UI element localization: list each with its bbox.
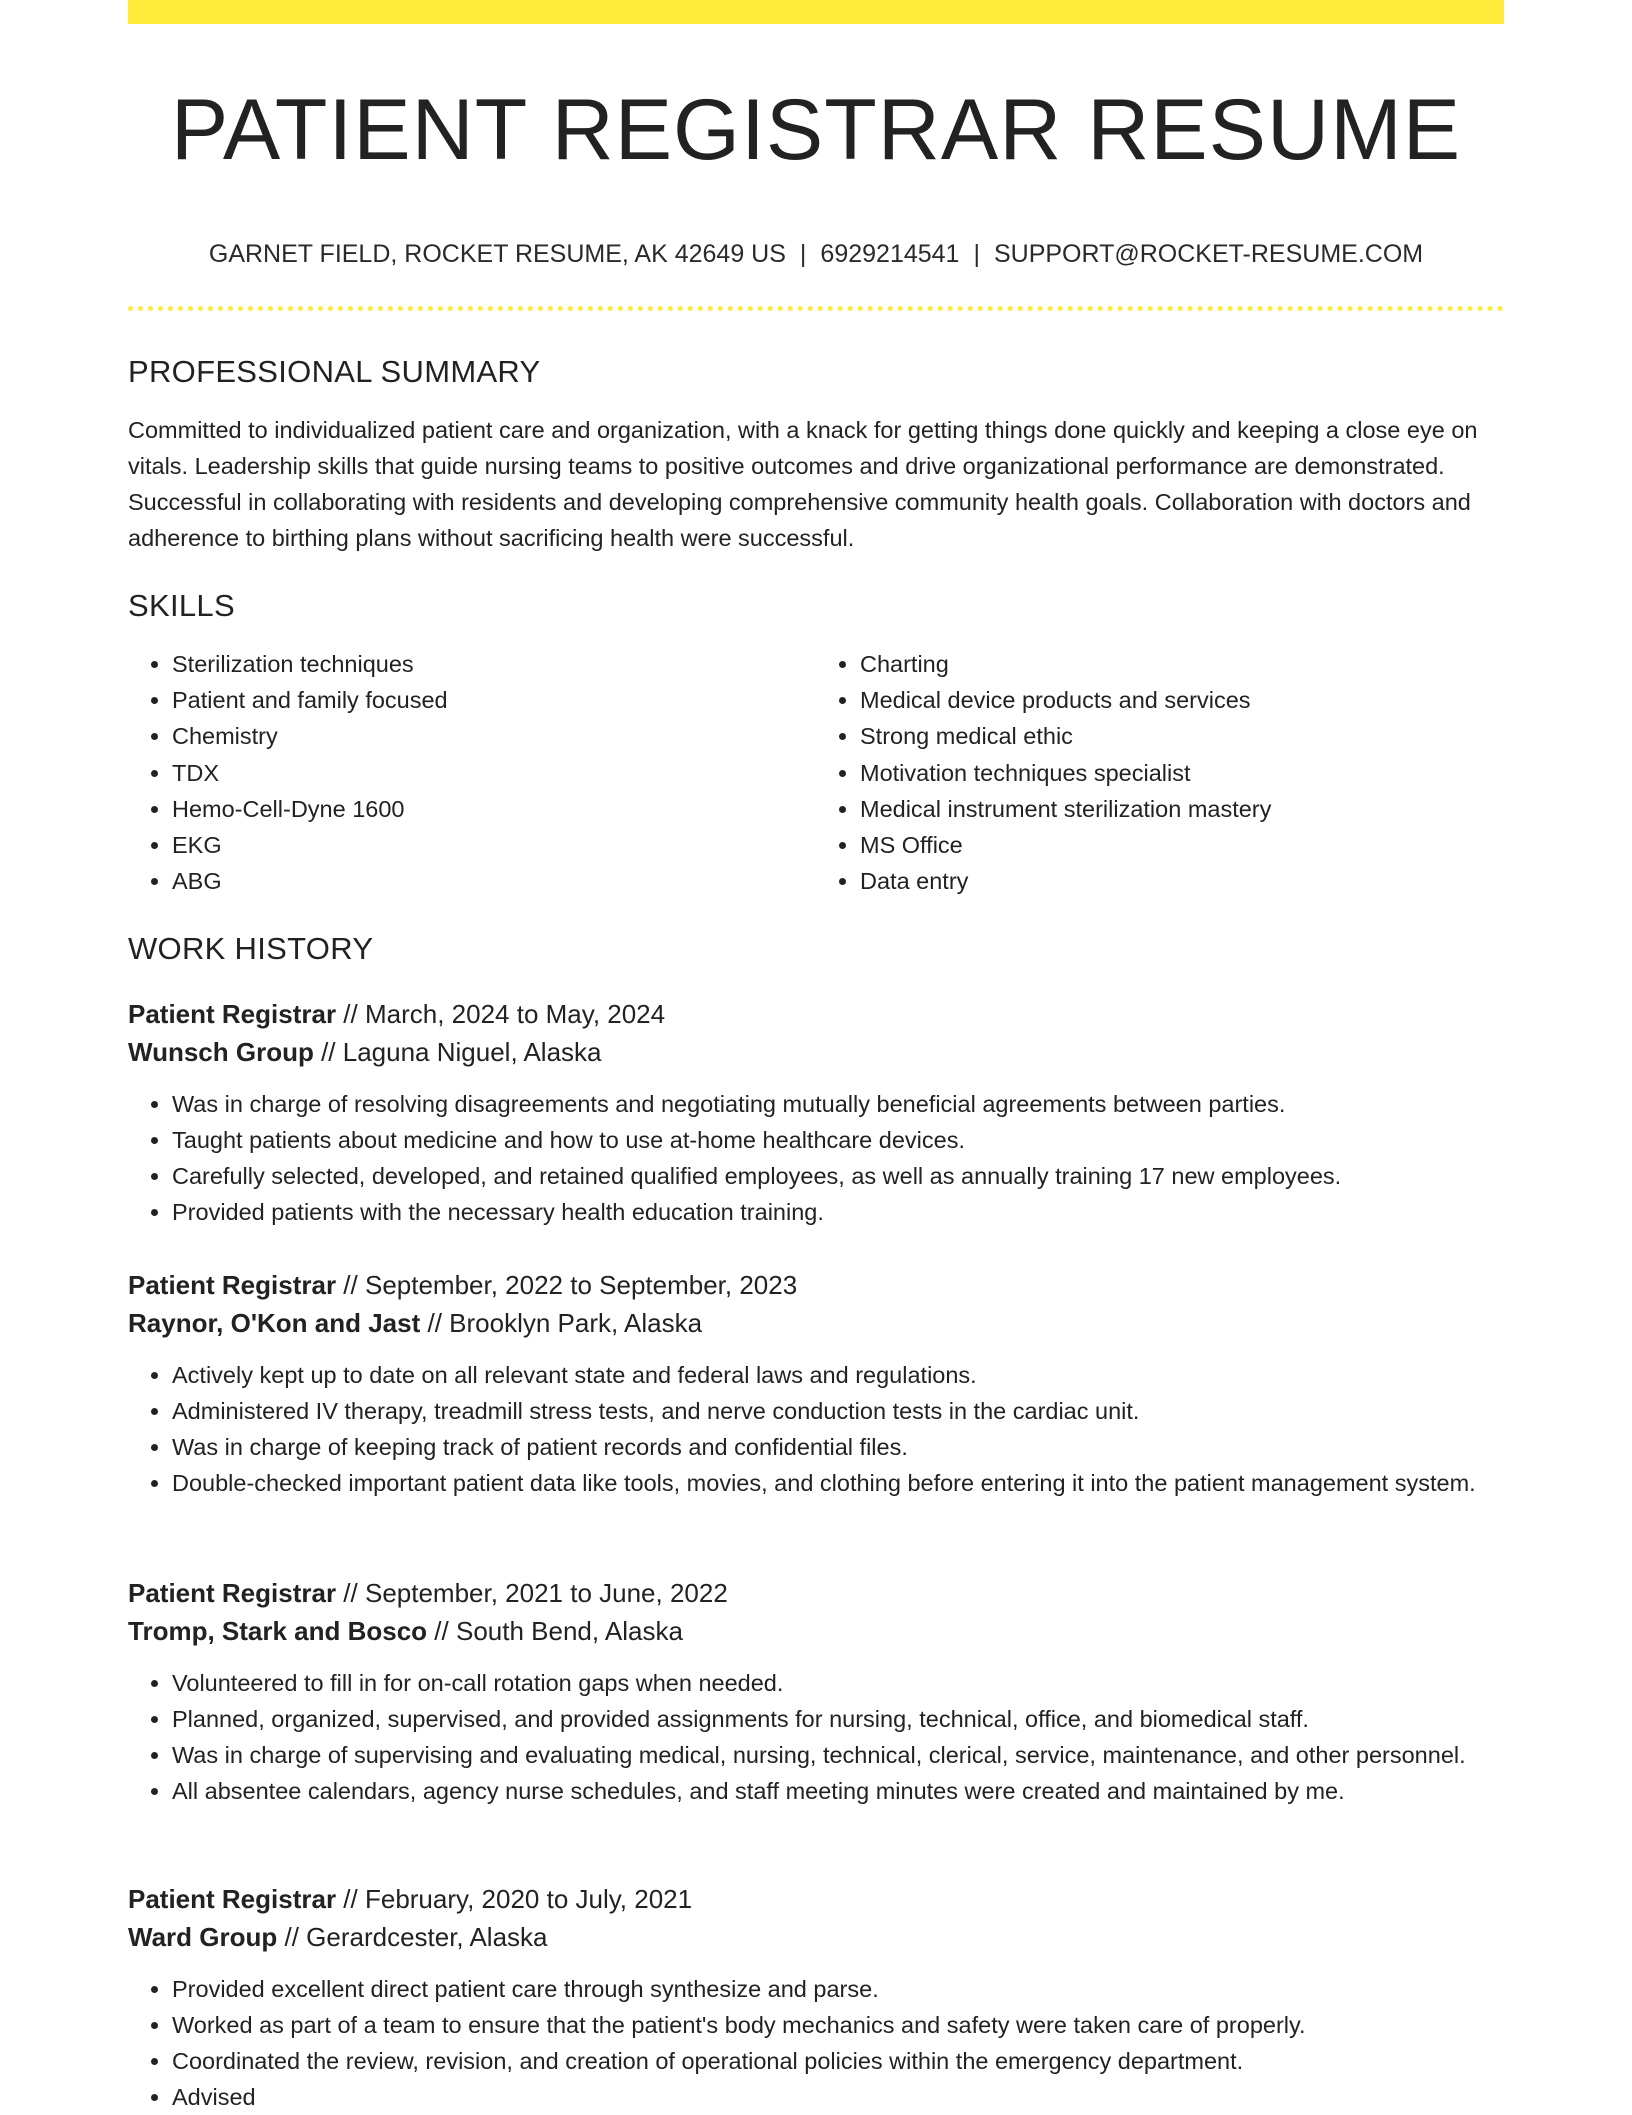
- job-duty: • Was in charge of supervising and evaluating medical, nursing, technical, clerical, service, maintenance, and other personnel.: [172, 1737, 1504, 1773]
- job-dates: // March, 2024 to May, 2024: [336, 999, 666, 1029]
- section-heading: SKILLS: [128, 588, 235, 623]
- contact-line: [128, 236, 1504, 272]
- job-title: Patient Registrar: [128, 1270, 337, 1300]
- contact-phone: 6929214541: [820, 240, 960, 268]
- job-duties-list: [128, 1971, 1504, 2115]
- resume-title: PATIENT REGISTRAR RESUME: [170, 82, 1462, 178]
- job-duty: • Administered IV therapy, treadmill stress tests, and nerve conduction tests in the cardiac unit.: [172, 1393, 1504, 1429]
- job-duty: • Taught patients about medicine and how to use at-home healthcare devices.: [172, 1122, 1504, 1158]
- professional-summary-section: [128, 352, 1504, 556]
- job-duty: • Advised: [172, 2079, 1504, 2115]
- job-duty: • Coordinated the review, revision, and creation of operational policies within the emergency department.: [172, 2043, 1504, 2079]
- skill-item: • EKG: [172, 827, 816, 863]
- job-dates: // September, 2022 to September, 2023: [336, 1270, 798, 1300]
- job-company-line: [128, 1304, 1504, 1342]
- job-title: Patient Registrar: [128, 999, 337, 1029]
- top-accent-bar: [128, 0, 1504, 24]
- job-duty: • Actively kept up to date on all relevant state and federal laws and regulations.: [172, 1357, 1504, 1393]
- job-title-line: [128, 1880, 1504, 1918]
- job-entry: [128, 1880, 1504, 2115]
- dotted-divider: [128, 306, 1504, 311]
- job-duties-list: [128, 1357, 1504, 1501]
- skill-item: • Sterilization techniques: [172, 646, 816, 682]
- job-company: Wunsch Group: [128, 1037, 314, 1067]
- skills-section: [128, 586, 1504, 899]
- contact-separator: |: [799, 240, 807, 268]
- job-duty: • Volunteered to fill in for on-call rotation gaps when needed.: [172, 1665, 1504, 1701]
- work-history-section: [128, 929, 1504, 969]
- skill-item: • Data entry: [860, 863, 1504, 899]
- contact-address: GARNET FIELD, ROCKET RESUME, AK 42649 US: [208, 240, 786, 268]
- skill-item: • Hemo-Cell-Dyne 1600: [172, 791, 816, 827]
- job-company-line: [128, 1033, 1504, 1071]
- job-duty: • Was in charge of resolving disagreements and negotiating mutually beneficial agreements between parties.: [172, 1086, 1504, 1122]
- job-location: // South Bend, Alaska: [427, 1616, 683, 1646]
- skills-list-right: [816, 646, 1504, 899]
- job-dates: // September, 2021 to June, 2022: [336, 1578, 728, 1608]
- job-duty: • Was in charge of keeping track of patient records and confidential files.: [172, 1429, 1504, 1465]
- skills-list-left: [128, 646, 816, 899]
- job-company: Raynor, O'Kon and Jast: [128, 1308, 421, 1338]
- job-title-line: [128, 995, 1504, 1033]
- skill-item: • Medical instrument sterilization mastery: [860, 791, 1504, 827]
- job-duty: • Planned, organized, supervised, and provided assignments for nursing, technical, office, and biomedical staff.: [172, 1701, 1504, 1737]
- job-title: Patient Registrar: [128, 1884, 337, 1914]
- job-company-line: [128, 1612, 1504, 1650]
- contact-separator: |: [973, 240, 980, 268]
- job-entry: [128, 1574, 1504, 1809]
- skill-item: • MS Office: [860, 827, 1504, 863]
- job-duty: • Provided patients with the necessary health education training.: [172, 1194, 1504, 1230]
- job-title: Patient Registrar: [128, 1578, 337, 1608]
- contact-email: SUPPORT@ROCKET-RESUME.COM: [993, 240, 1424, 268]
- job-duty: • Provided excellent direct patient care through synthesize and parse.: [172, 1971, 1504, 2007]
- job-company: Tromp, Stark and Bosco: [128, 1616, 428, 1646]
- job-dates: // February, 2020 to July, 2021: [336, 1884, 693, 1914]
- job-title-line: [128, 1266, 1504, 1304]
- job-title-line: [128, 1574, 1504, 1612]
- summary-text: Committed to individualized patient care and organization, with a knack for getting things done quickly and keeping a close eye on vitals. Leadership skills that guide nursing teams to positive outcomes and drive organizational performance are demonstrated. Successful in collaborating with residents and developing comprehensive community health goals. Collaboration with doctors and adherence to birthing plans without sacrificing health were successful.: [128, 417, 1478, 551]
- job-duties-list: [128, 1086, 1504, 1230]
- skill-item: • TDX: [172, 755, 816, 791]
- job-duty: • All absentee calendars, agency nurse schedules, and staff meeting minutes were created and maintained by me.: [172, 1773, 1504, 1809]
- job-duty: • Worked as part of a team to ensure that the patient's body mechanics and safety were taken care of properly.: [172, 2007, 1504, 2043]
- skill-item: • Motivation techniques specialist: [860, 755, 1504, 791]
- skills-columns: [128, 646, 1504, 899]
- job-entry: [128, 1266, 1504, 1501]
- skill-item: • ABG: [172, 863, 816, 899]
- section-heading: PROFESSIONAL SUMMARY: [128, 354, 541, 389]
- job-location: // Gerardcester, Alaska: [277, 1922, 548, 1952]
- skill-item: • Strong medical ethic: [860, 718, 1504, 754]
- job-location: // Laguna Niguel, Alaska: [313, 1037, 602, 1067]
- section-heading: WORK HISTORY: [128, 931, 374, 966]
- skill-item: • Charting: [860, 646, 1504, 682]
- skill-item: • Patient and family focused: [172, 682, 816, 718]
- job-duties-list: [128, 1665, 1504, 1809]
- job-duty: • Carefully selected, developed, and retained qualified employees, as well as annually training 17 new employees.: [172, 1158, 1504, 1194]
- job-location: // Brooklyn Park, Alaska: [420, 1308, 703, 1338]
- skill-item: • Medical device products and services: [860, 682, 1504, 718]
- job-entry: [128, 995, 1504, 1230]
- job-company-line: [128, 1918, 1504, 1956]
- job-company: Ward Group: [128, 1922, 278, 1952]
- job-duty: • Double-checked important patient data like tools, movies, and clothing before entering it into the patient management system.: [172, 1465, 1504, 1501]
- skill-item: • Chemistry: [172, 718, 816, 754]
